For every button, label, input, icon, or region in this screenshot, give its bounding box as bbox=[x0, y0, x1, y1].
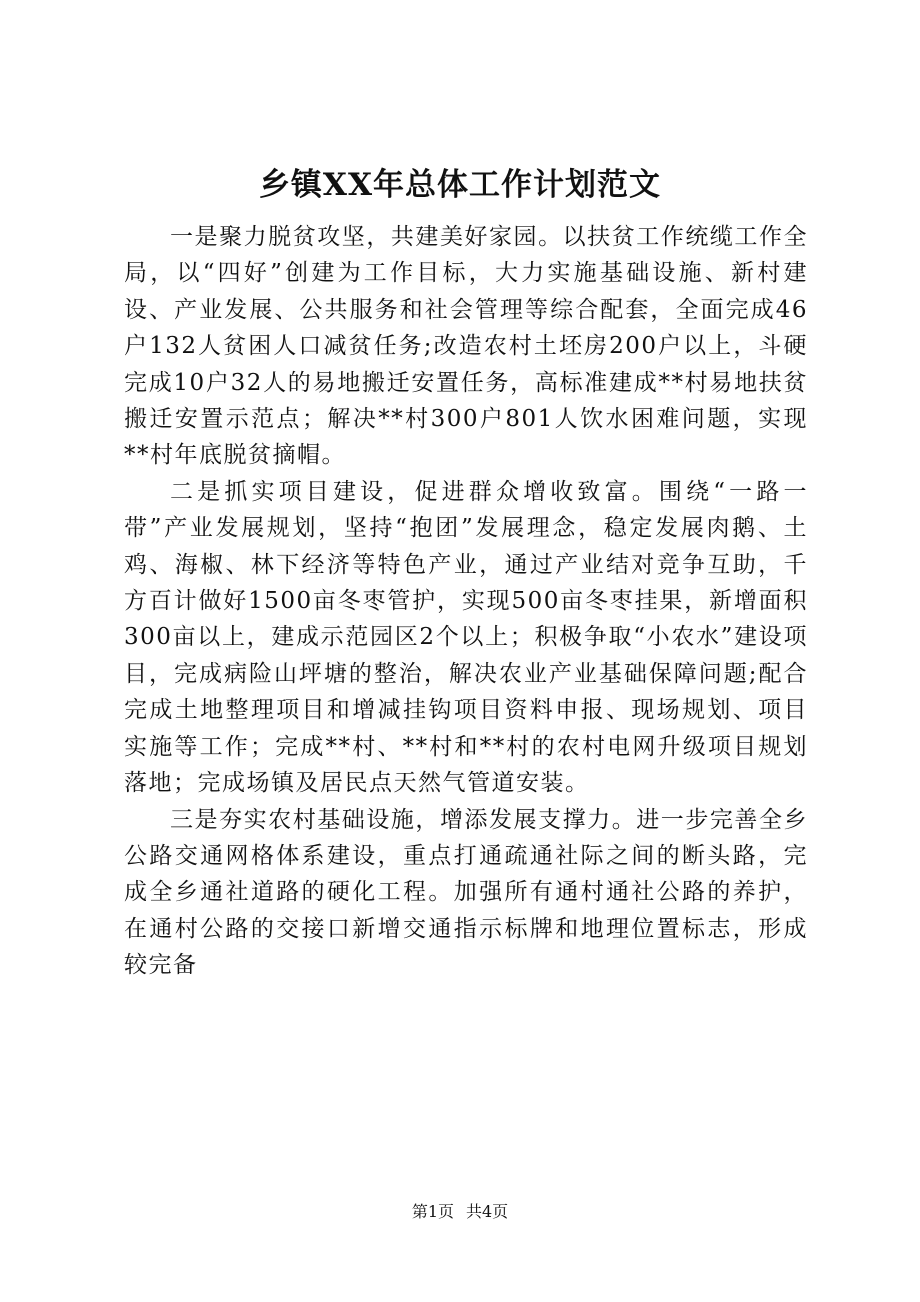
document-body bbox=[124, 219, 808, 984]
page-footer bbox=[0, 1200, 920, 1224]
paragraph-2: 二是抓实项目建设，促进群众增收致富。围绕“一路一带”产业发展规划，坚持“抱团”发展理念，稳定发展肉鹅、土鸡、海椒、林下经济等特色产业，通过产业结对竞争互助，千方百计做好1500亩冬枣管护，实现500亩冬枣挂果，新增面积300亩以上，建成示范园区2个以上；积极争取“小农水”建设项目，完成病险山坪塘的整治，解决农业产业基础保障问题;配合完成土地整理项目和增减挂钩项目资料申报、现场规划、项目实施等工作；完成**村、**村和**村的农村电网升级项目规划落地；完成场镇及居民点天然气管道安装。 bbox=[124, 478, 808, 797]
paragraph-1: 一是聚力脱贫攻坚，共建美好家园。以扶贫工作统缆工作全局，以“四好”创建为工作目标，大力实施基础设施、新村建设、产业发展、公共服务和社会管理等综合配套，全面完成46户132人贫困人口减贫任务;改造农村土坯房200户以上，斗硬完成10户32人的易地搬迁安置任务，高标准建成**村易地扶贫搬迁安置示范点；解决**村300户801人饮水困难问题，实现**村年底脱贫摘帽。 bbox=[124, 224, 808, 469]
page-total: 共4页 bbox=[466, 1202, 509, 1221]
paragraph-3: 三是夯实农村基础设施，增添发展支撑力。进一步完善全乡公路交通网格体系建设，重点打通疏通社际之间的断头路，完成全乡通社道路的硬化工程。加强所有通村通社公路的养护，在通村公路的交接口新增交通指示标牌和地理位置标志，形成较完备 bbox=[124, 806, 808, 979]
page-number: 第1页 bbox=[411, 1202, 454, 1221]
document-title: 乡镇XX年总体工作计划范文 bbox=[258, 167, 662, 203]
